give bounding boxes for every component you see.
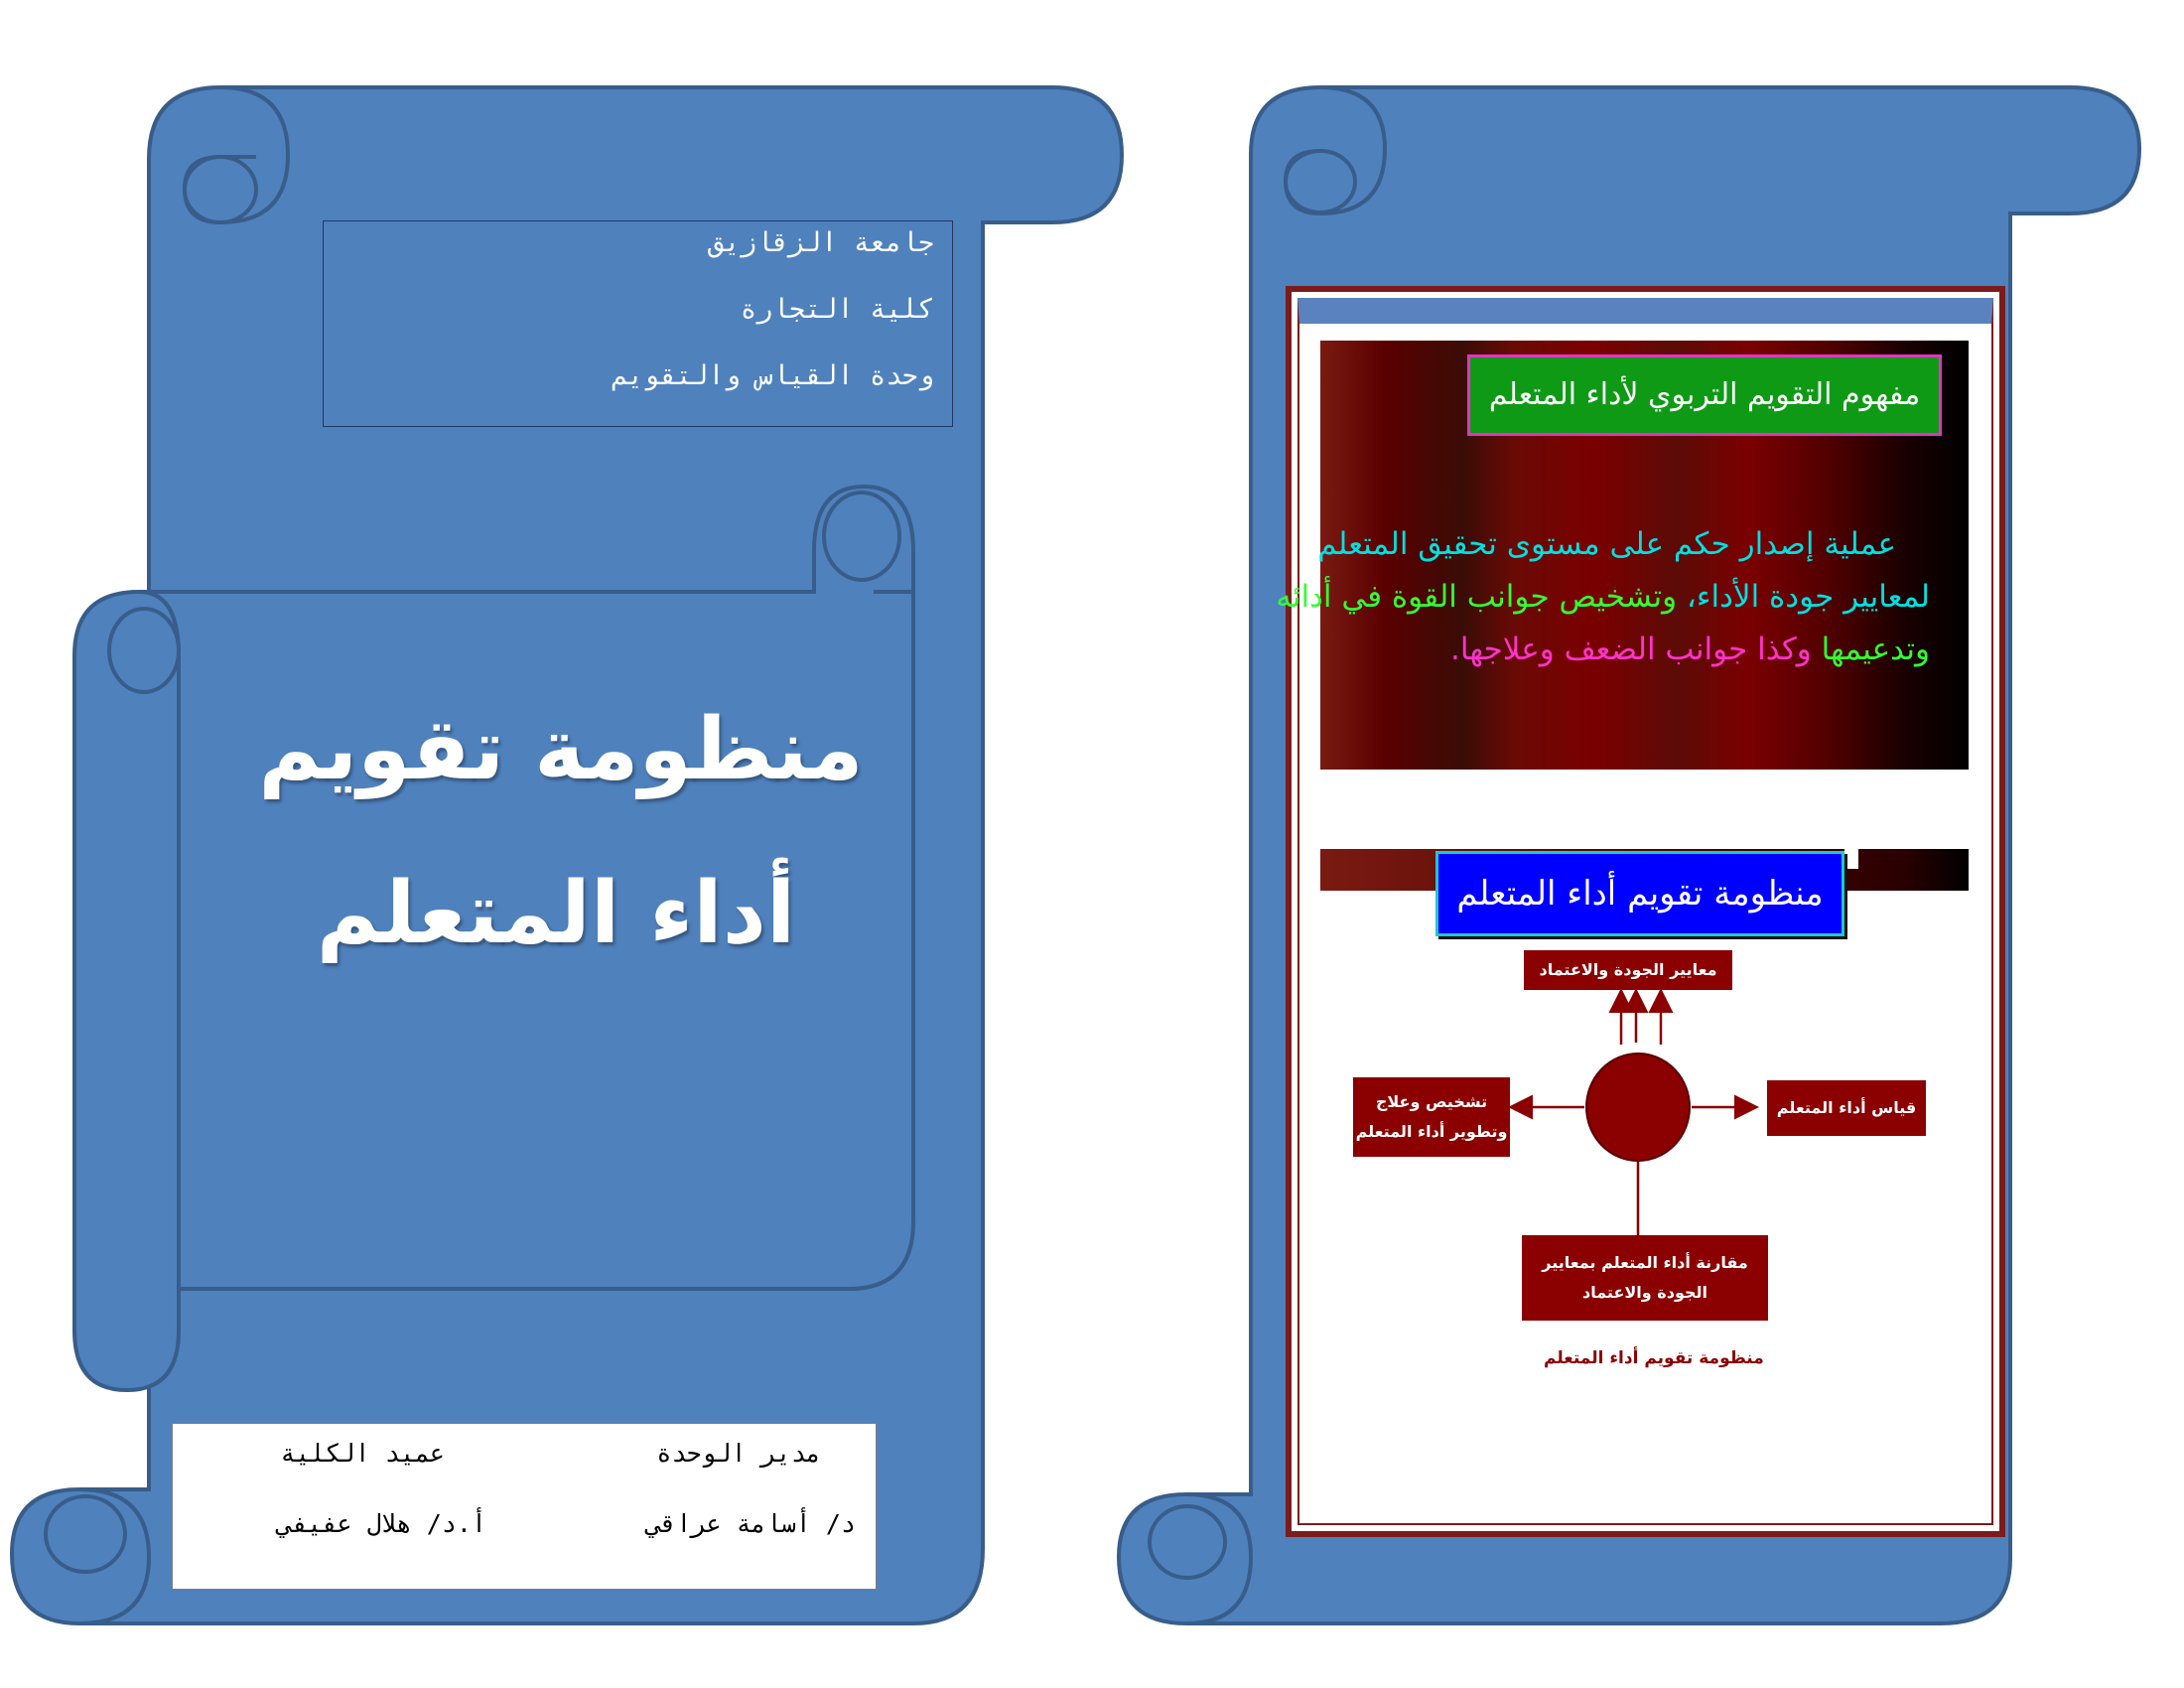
definition-line-3-part1: وتدعيمها xyxy=(1821,632,1930,667)
cover-title-line2: أداء المتعلم xyxy=(316,864,796,963)
director-name: د/ أسامة عراقي xyxy=(646,1509,856,1538)
node-compare-standards-line1: مقارنة أداء المتعلم بمعايير xyxy=(1542,1252,1748,1272)
university-name: جامعة الزقازيق xyxy=(708,227,934,258)
node-compare-standards-line2: الجودة والاعتماد xyxy=(1581,1283,1708,1302)
dean-role: عميد الكلية xyxy=(280,1439,445,1468)
node-diagnose-treat-line2: وتطوير أداء المتعلم xyxy=(1355,1122,1508,1141)
unit-name: وحدة القياس والتقويم xyxy=(611,360,934,391)
director-role: مدير الوحدة xyxy=(656,1439,821,1468)
dean-name: أ.د/ هلال عفيفي xyxy=(277,1509,486,1538)
diagram-caption: منظومة تقويم أداء المتعلم xyxy=(1544,1348,1764,1368)
center-circle xyxy=(1586,1054,1690,1161)
node-measure-performance: قياس أداء المتعلم xyxy=(1767,1080,1926,1136)
definition-slide-title: مفهوم التقويم التربوي لأداء المتعلم xyxy=(1467,354,1942,436)
node-compare-standards xyxy=(1522,1235,1768,1321)
cover-title-line1: منظومة تقويم xyxy=(258,700,864,799)
definition-line-1: عملية إصدار حكم على مستوى تحقيق المتعلم xyxy=(1317,526,1896,562)
definition-line-2-part1: لمعايير جودة الأداء، xyxy=(1686,579,1930,615)
node-quality-standards: معايير الجودة والاعتماد xyxy=(1524,950,1732,990)
node-diagnose-treat xyxy=(1353,1077,1510,1157)
system-slide-title: منظومة تقويم أداء المتعلم xyxy=(1435,851,1844,936)
definition-line-3-part2: وكذا جوانب الضعف وعلاجها. xyxy=(1450,632,1822,667)
definition-line-2-part2: وتشخيص جوانب القوة في أدائه xyxy=(1276,579,1687,615)
node-diagnose-treat-line1: تشخيص وعلاج xyxy=(1375,1091,1488,1111)
faculty-name: كلية التجارة xyxy=(740,294,934,325)
